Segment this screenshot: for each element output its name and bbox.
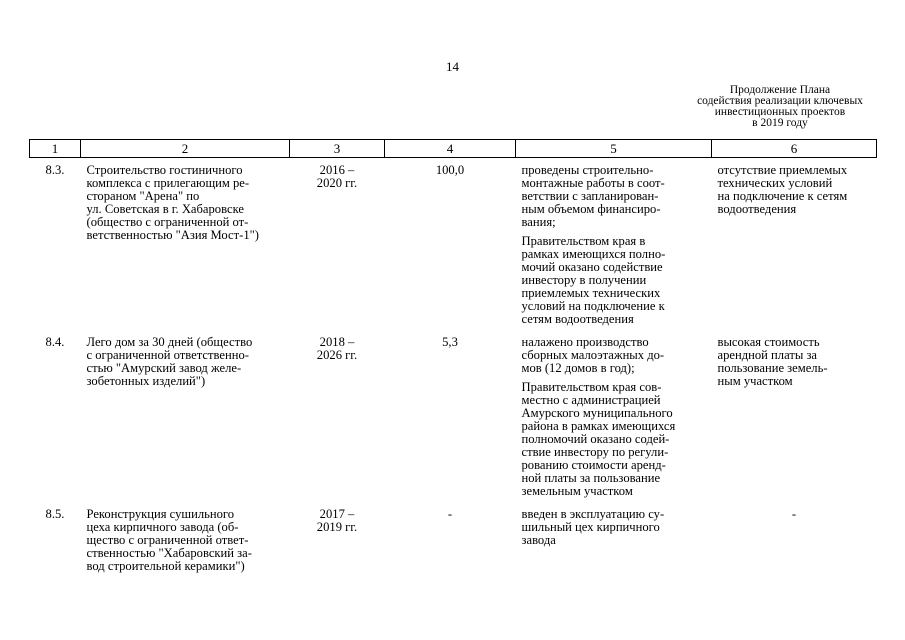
amount-cell: 100,0 <box>435 163 465 177</box>
period-line: 2019 гг. <box>316 520 358 534</box>
table-header-row <box>30 140 877 158</box>
project-name-line: комплекса с прилегающим ре- <box>86 176 250 190</box>
project-name-cell <box>81 158 290 331</box>
results-paragraph <box>522 336 706 375</box>
results-paragraph <box>522 235 706 326</box>
project-name-line: Реконструкция сушильного <box>86 507 235 521</box>
results-line: ветствии с запланирован- <box>521 189 659 203</box>
continuation-line: в 2019 году <box>752 117 808 129</box>
results-line: вания; <box>521 215 556 229</box>
problems-line: арендной платы за <box>717 348 818 362</box>
results-line: рованию стоимости аренд- <box>521 458 666 472</box>
results-line: шильный цех кирпичного <box>521 520 660 534</box>
table-row <box>30 330 877 502</box>
results-line: Амурского муниципального <box>521 406 673 420</box>
problems-line: технических условий <box>717 176 833 190</box>
column-header: 2 <box>81 140 290 158</box>
project-name-line: вод строительной керамики") <box>86 559 245 573</box>
continuation-line: Продолжение Плана <box>729 84 831 96</box>
period-cell <box>290 330 385 502</box>
results-cell <box>516 158 712 331</box>
problems-line: - <box>791 507 797 521</box>
project-name-line: с ограниченной ответственно- <box>86 348 249 362</box>
results-line: сборных малоэтажных до- <box>521 348 665 362</box>
problems-cell <box>712 158 877 331</box>
project-name-line: Лего дом за 30 дней (общество <box>86 335 253 349</box>
results-line: монтажные работы в соот- <box>521 176 665 190</box>
results-line: мов (12 домов в год); <box>521 361 635 375</box>
results-line: ствие инвестору по регули- <box>521 445 669 459</box>
table-row <box>30 158 877 331</box>
results-line: сетям водоотведения <box>521 312 634 326</box>
results-line: инвестору в получении <box>521 273 647 287</box>
project-name-line: ул. Советская в г. Хабаровске <box>86 202 244 216</box>
problems-line: пользование земель- <box>717 361 828 375</box>
column-header: 3 <box>290 140 385 158</box>
page-number: 14 <box>446 59 459 74</box>
column-header: 4 <box>385 140 516 158</box>
project-name-line: зобетонных изделий") <box>86 374 206 388</box>
period-cell <box>290 158 385 331</box>
results-line: условий на подключение к <box>521 299 665 313</box>
results-line: рамках имеющихся полно- <box>521 247 666 261</box>
period-line: 2026 гг. <box>316 348 358 362</box>
project-name-cell <box>81 330 290 502</box>
results-line: введен в эксплуатацию су- <box>521 507 665 521</box>
amount-cell: - <box>447 507 453 521</box>
period-cell <box>290 502 385 582</box>
results-line: района в рамках имеющихся <box>521 419 676 433</box>
continuation-line: инвестиционных проектов <box>714 106 846 118</box>
project-name-line: стораном "Арена" по <box>86 189 200 203</box>
results-cell <box>516 502 712 582</box>
results-paragraph <box>522 164 706 229</box>
results-paragraph <box>522 508 706 547</box>
row-number-cell: 8.5. <box>45 507 65 521</box>
results-line: местно с администрацией <box>521 393 661 407</box>
results-cell <box>516 330 712 502</box>
results-line: завода <box>521 533 556 547</box>
problems-cell <box>712 502 877 582</box>
plan-table <box>29 139 877 582</box>
results-line: ным объемом финансиро- <box>521 202 661 216</box>
results-line: проведены строительно- <box>521 163 654 177</box>
row-number-cell: 8.4. <box>45 335 65 349</box>
results-line: налажено производство <box>521 335 649 349</box>
continuation-heading <box>630 85 905 129</box>
results-paragraph <box>522 381 706 498</box>
column-header: 5 <box>516 140 712 158</box>
continuation-line: содействия реализации ключевых <box>697 95 863 107</box>
project-name-line: щество с ограниченной ответ- <box>86 533 249 547</box>
problems-line: на подключение к сетям <box>717 189 848 203</box>
results-line: земельным участком <box>521 484 633 498</box>
problems-line: ным участком <box>717 374 793 388</box>
period-line: 2016 – <box>319 163 355 177</box>
row-number-cell: 8.3. <box>45 163 65 177</box>
project-name-line: стью "Амурский завод желе- <box>86 361 242 375</box>
project-name-line: (общество с ограниченной от- <box>86 215 249 229</box>
period-line: 2020 гг. <box>316 176 358 190</box>
results-line: Правительством края в <box>521 234 646 248</box>
column-header: 1 <box>30 140 81 158</box>
project-name-cell <box>81 502 290 582</box>
results-line: ной платы за пользование <box>521 471 661 485</box>
amount-cell: 5,3 <box>442 335 458 349</box>
results-line: мочий оказано содействие <box>521 260 663 274</box>
project-name-line: ветственностью "Азия Мост-1") <box>86 228 259 242</box>
problems-line: отсутствие приемлемых <box>717 163 848 177</box>
problems-cell <box>712 330 877 502</box>
column-header: 6 <box>712 140 877 158</box>
period-line: 2018 – <box>319 335 355 349</box>
problems-line: водоотведения <box>717 202 797 216</box>
project-name-line: ственностью "Хабаровский за- <box>86 546 252 560</box>
results-line: приемлемых технических <box>521 286 661 300</box>
period-line: 2017 – <box>319 507 355 521</box>
project-name-line: цеха кирпичного завода (об- <box>86 520 239 534</box>
table-row <box>30 502 877 582</box>
results-line: Правительством края сов- <box>521 380 662 394</box>
project-name-line: Строительство гостиничного <box>86 163 243 177</box>
problems-line: высокая стоимость <box>717 335 820 349</box>
results-line: полномочий оказано содей- <box>521 432 670 446</box>
